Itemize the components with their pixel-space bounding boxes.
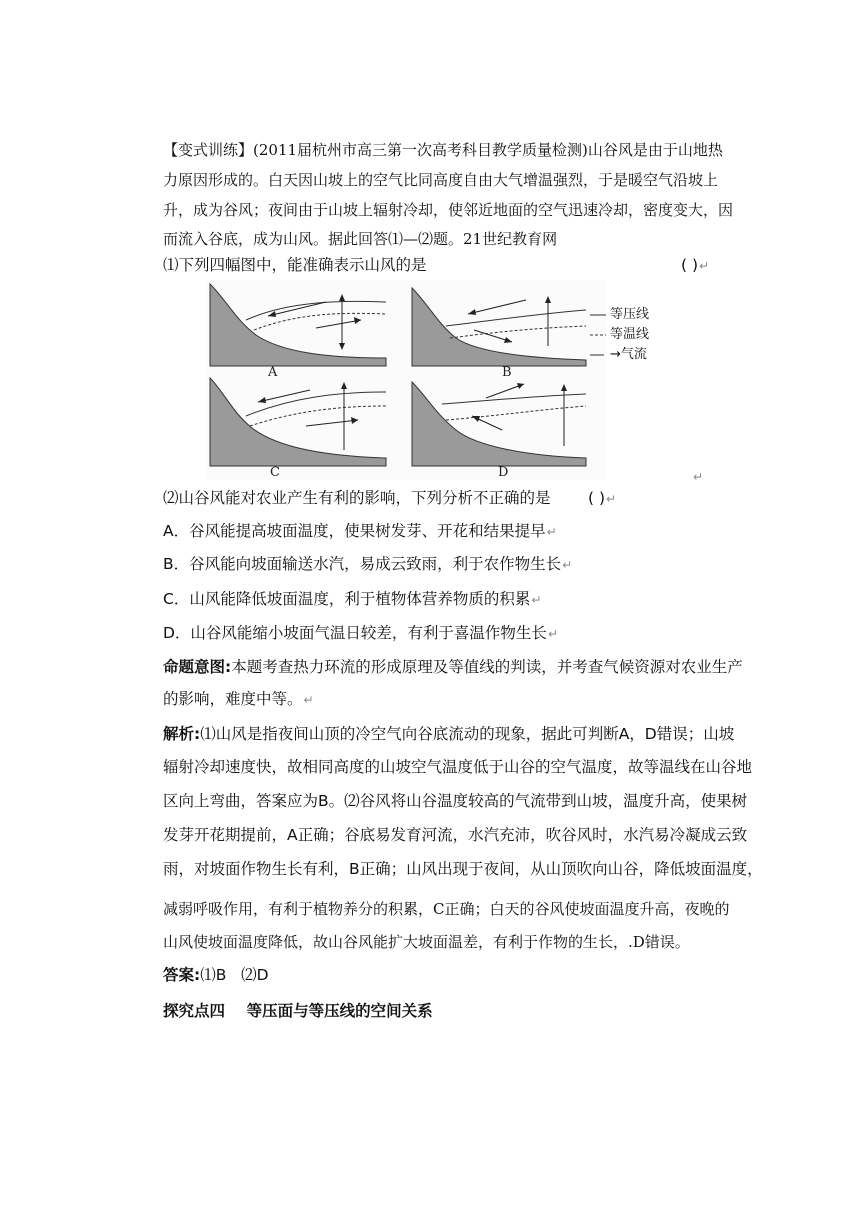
panel-label-d: D bbox=[498, 465, 509, 480]
analysis-line-6: 减弱呼吸作用，有利于植物养分的积累，C正确；白天的谷风使坡面温度升高，夜晚的 bbox=[163, 900, 730, 918]
mountain-wind-figure bbox=[206, 280, 606, 480]
figure-return-mark: ↵ bbox=[693, 470, 704, 484]
analysis-line-2: 辐射冷却速度快，故相同高度的山坡空气温度低于山谷的空气温度，故等温线在山谷地 bbox=[163, 758, 753, 776]
q1-stem: ⑴下列四幅图中，能准确表示山风的是 bbox=[163, 256, 427, 274]
q1-answer-blank: ( )↵ bbox=[681, 256, 710, 274]
q2-answer-blank: ( )↵ bbox=[588, 489, 617, 507]
legend-isobar-label: 等压线 bbox=[610, 307, 650, 322]
section-title: 探究点四 等压面与等压线的空间关系 bbox=[163, 1002, 433, 1020]
analysis-line-5: 雨，对坡面作物生长有利，B正确；山风出现于夜间，从山顶吹向山谷，降低坡面温度， bbox=[163, 860, 763, 878]
analysis-line-4: 发芽开花期提前，A正确；谷底易发育河流，水汽充沛，吹谷风时，水汽易冷凝成云致 bbox=[163, 826, 748, 844]
panel-label-c: C bbox=[270, 465, 280, 480]
intro-line-1: 【变式训练】(2011届杭州市高三第一次高考科目教学质量检测)山谷风是由于山地热 bbox=[163, 141, 723, 159]
answer-label: 答案: bbox=[163, 966, 201, 984]
panel-label-a: A bbox=[268, 365, 278, 380]
intent-label: 命题意图: bbox=[163, 658, 232, 676]
intro-line-3: 升，成为谷风；夜间由于山坡上辐射冷却，使邻近地面的空气迅速冷却，密度变大，因 bbox=[163, 201, 734, 219]
legend-isotherm-label: 等温线 bbox=[610, 327, 650, 342]
airflow-arrow-icon: → bbox=[610, 347, 621, 362]
intent-line-1: 命题意图:本题考查热力环流的形成原理及等值线的判读，并考查气候资源对农业生产 bbox=[163, 658, 743, 676]
q2-option-d: D．山谷风能缩小坡面气温日较差，有利于喜温作物生长↵ bbox=[163, 624, 558, 642]
answer-value: ⑴B ⑵D bbox=[200, 966, 269, 984]
q2-option-b: B．谷风能向坡面输送水汽，易成云致雨，利于农作物生长↵ bbox=[163, 555, 573, 573]
q2-option-a: A．谷风能提高坡面温度，使果树发芽、开花和结果提早↵ bbox=[163, 522, 557, 540]
q2-stem: ⑵山谷风能对农业产生有利的影响，下列分析不正确的是 bbox=[163, 489, 551, 507]
intro-line-2: 力原因形成的。白天因山坡上的空气比同高度自由大气增温强烈，于是暖空气沿坡上 bbox=[163, 171, 719, 189]
intent-line-2: 的影响，难度中等。↵ bbox=[163, 690, 314, 708]
analysis-line-3: 区向上弯曲，答案应为B。⑵谷风将山谷温度较高的气流带到山坡，温度升高，使果树 bbox=[163, 792, 748, 810]
analysis-line-7: 山风使坡面温度降低，故山谷风能扩大坡面温差，有利于作物的生长，.D错误。 bbox=[163, 933, 690, 951]
answer-line bbox=[163, 965, 269, 985]
intro-line-4: 而流入谷底，成为山风。据此回答⑴—⑵题。21世纪教育网 bbox=[163, 230, 558, 248]
analysis-line-1: 解析:⑴山风是指夜间山顶的冷空气向谷底流动的现象，据此可判断A，D错误；山坡 bbox=[163, 725, 735, 743]
analysis-label: 解析: bbox=[163, 725, 201, 743]
legend-airflow-label: →气流 bbox=[610, 347, 647, 362]
q2-option-c: C．山风能降低坡面温度，利于植物体营养物质的积累↵ bbox=[163, 590, 542, 608]
panel-label-b: B bbox=[502, 365, 512, 380]
